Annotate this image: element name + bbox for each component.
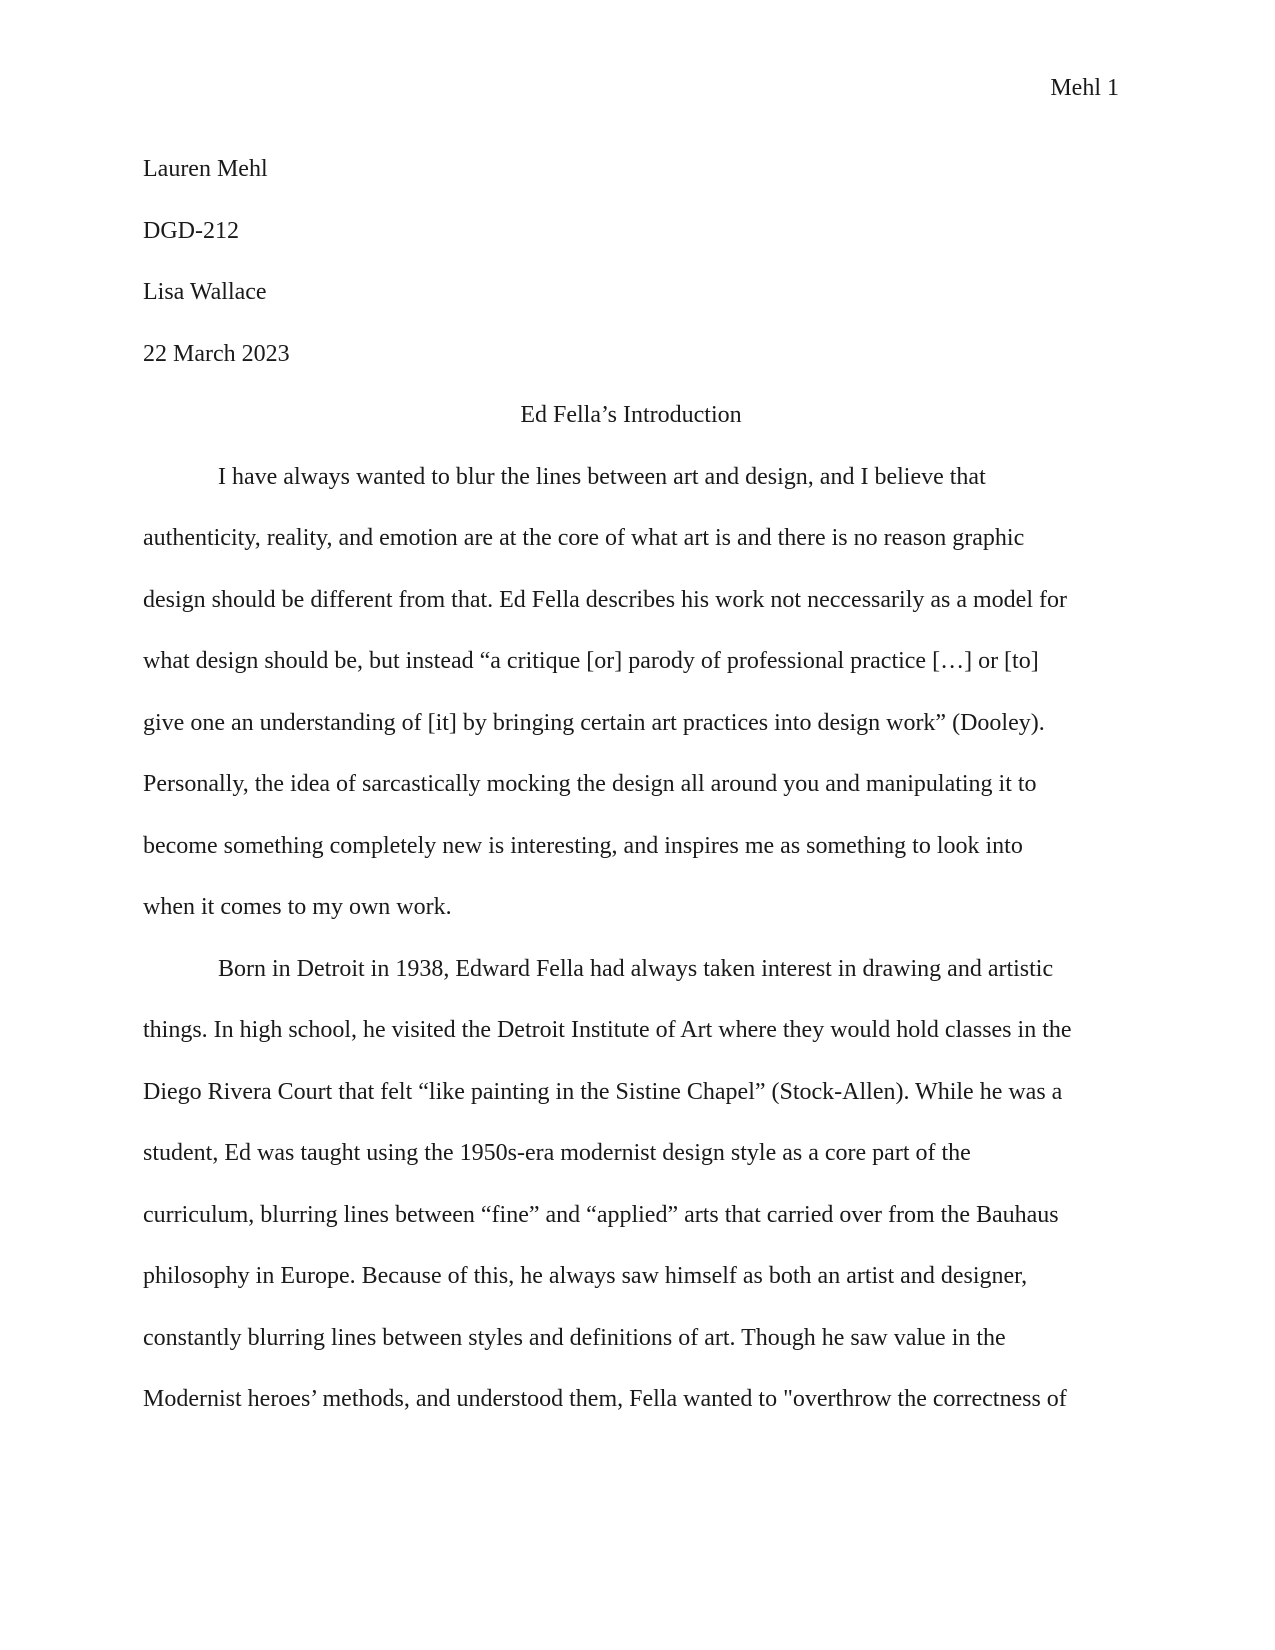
document-body [143,139,1119,1431]
paragraph-line: student, Ed was taught using the 1950s-era modernist design style as a core part of the [143,1140,971,1166]
paragraph-line: things. In high school, he visited the Detroit Institute of Art where they would hold classes in the [143,1017,1072,1043]
paragraph-line: I have always wanted to blur the lines between art and design, and I believe that [218,463,986,490]
running-head: Mehl 1 [1050,75,1119,101]
paragraph-line: philosophy in Europe. Because of this, he always saw himself as both an artist and designer, [143,1263,1028,1289]
paragraph-line: Modernist heroes’ methods, and understood them, Fella wanted to "overthrow the correctness of [143,1386,1067,1412]
paragraph-line: constantly blurring lines between styles and definitions of art. Though he saw value in the [143,1324,1006,1351]
paragraph-line: give one an understanding of [it] by bringing certain art practices into design work” (Dooley). [143,709,1045,736]
paragraph-line: Born in Detroit in 1938, Edward Fella had always taken interest in drawing and artistic [218,955,1054,982]
paragraph-line: when it comes to my own work. [143,894,452,920]
paragraph-line: design should be different from that. Ed Fella describes his work not neccessarily as a model for [143,586,1067,613]
paragraph-line: authenticity, reality, and emotion are at the core of what art is and there is no reason graphic [143,525,1025,551]
course-code: DGD-212 [143,217,239,244]
instructor-name: Lisa Wallace [143,279,267,305]
submission-date: 22 March 2023 [143,340,290,367]
essay-title: Ed Fella’s Introduction [520,402,742,428]
paragraph-2 [143,939,1119,1431]
paragraph-line: Personally, the idea of sarcastically mocking the design all around you and manipulating it to [143,771,1037,797]
paragraph-1 [143,447,1119,939]
paragraph-line: Diego Rivera Court that felt “like painting in the Sistine Chapel” (Stock-Allen). While he was a [143,1078,1063,1105]
paragraph-line: what design should be, but instead “a critique [or] parody of professional practice […] or [to] [143,648,1039,674]
paragraph-line: become something completely new is interesting, and inspires me as something to look into [143,832,1023,859]
author-name: Lauren Mehl [143,156,268,182]
paragraph-line: curriculum, blurring lines between “fine” and “applied” arts that carried over from the Bauhaus [143,1201,1059,1228]
